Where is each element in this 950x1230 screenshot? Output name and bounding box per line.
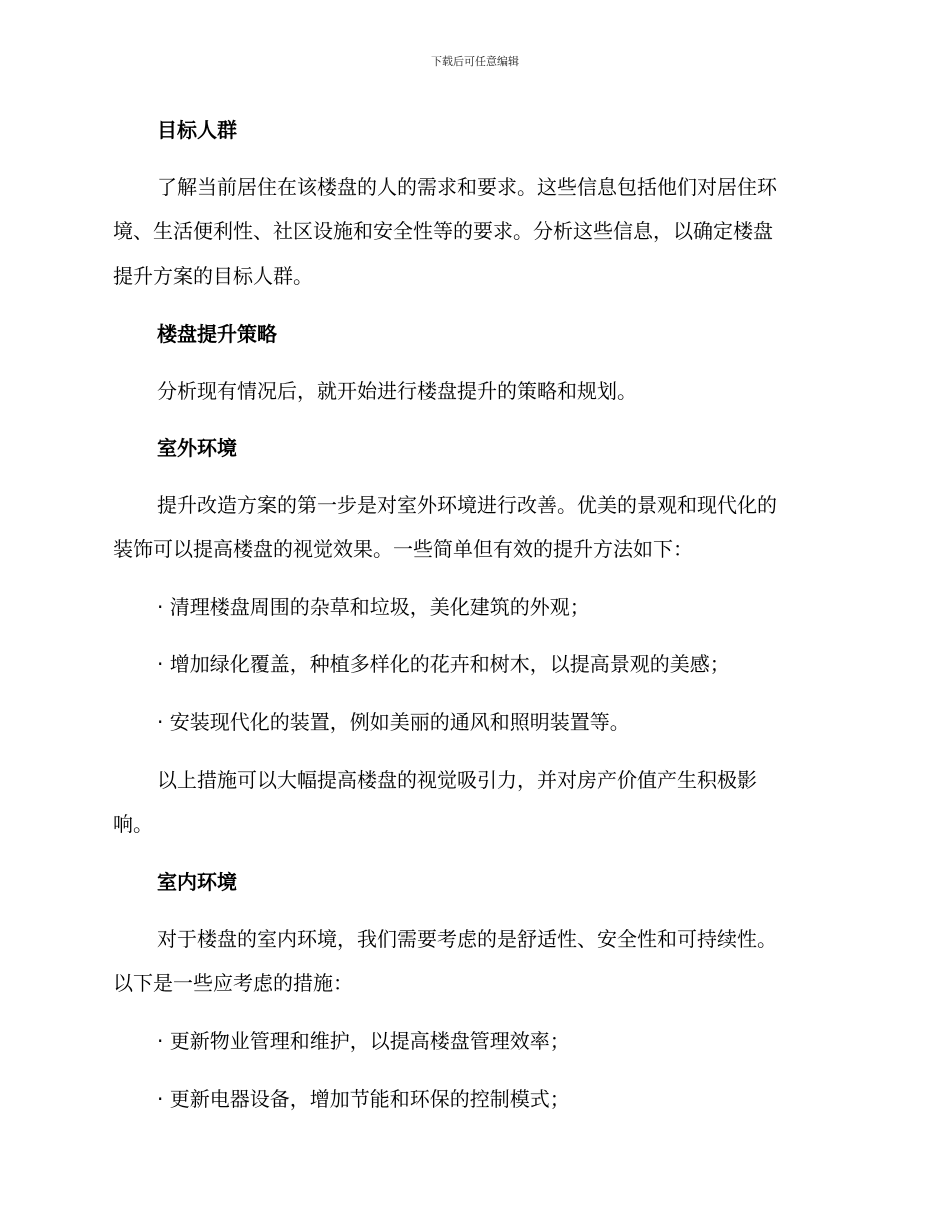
target-paragraph-line: 了解当前居住在该楼盘的人的需求和要求。这些信息包括他们对居住环 — [157, 175, 777, 199]
section-heading-target: 目标人群 — [157, 118, 237, 142]
outdoor-bullet-item: · 清理楼盘周围的杂草和垃圾，美化建筑的外观； — [157, 595, 590, 619]
indoor-bullet-item: · 更新电器设备，增加节能和环保的控制模式； — [157, 1087, 570, 1111]
outdoor-bullet-item: · 安装现代化的装置，例如美丽的通风和照明装置等。 — [157, 710, 630, 734]
outdoor-bullet-item: · 增加绿化覆盖，种植多样化的花卉和树木，以提高景观的美感； — [157, 652, 730, 676]
indoor-bullet-item: · 更新物业管理和维护，以提高楼盘管理效率； — [157, 1029, 570, 1053]
section-heading-outdoor: 室外环境 — [157, 436, 237, 460]
section-heading-strategy: 楼盘提升策略 — [157, 322, 277, 346]
target-paragraph-line: 提升方案的目标人群。 — [113, 264, 313, 288]
target-paragraph-line: 境、生活便利性、社区设施和安全性等的要求。分析这些信息，以确定楼盘 — [113, 219, 773, 243]
section-heading-indoor: 室内环境 — [157, 870, 237, 894]
indoor-paragraph-line: 以下是一些应考虑的措施： — [113, 971, 353, 995]
strategy-paragraph: 分析现有情况后，就开始进行楼盘提升的策略和规划。 — [157, 379, 637, 403]
outdoor-closing-line: 响。 — [113, 812, 153, 836]
outdoor-paragraph-line: 提升改造方案的第一步是对室外环境进行改善。优美的景观和现代化的 — [157, 493, 777, 517]
outdoor-closing-line: 以上措施可以大幅提高楼盘的视觉吸引力，并对房产价值产生积极影 — [157, 768, 757, 792]
outdoor-paragraph-line: 装饰可以提高楼盘的视觉效果。一些简单但有效的提升方法如下： — [113, 537, 693, 561]
page-header: 下载后可任意编辑 — [431, 55, 519, 68]
indoor-paragraph-line: 对于楼盘的室内环境，我们需要考虑的是舒适性、安全性和可持续性。 — [157, 927, 777, 951]
